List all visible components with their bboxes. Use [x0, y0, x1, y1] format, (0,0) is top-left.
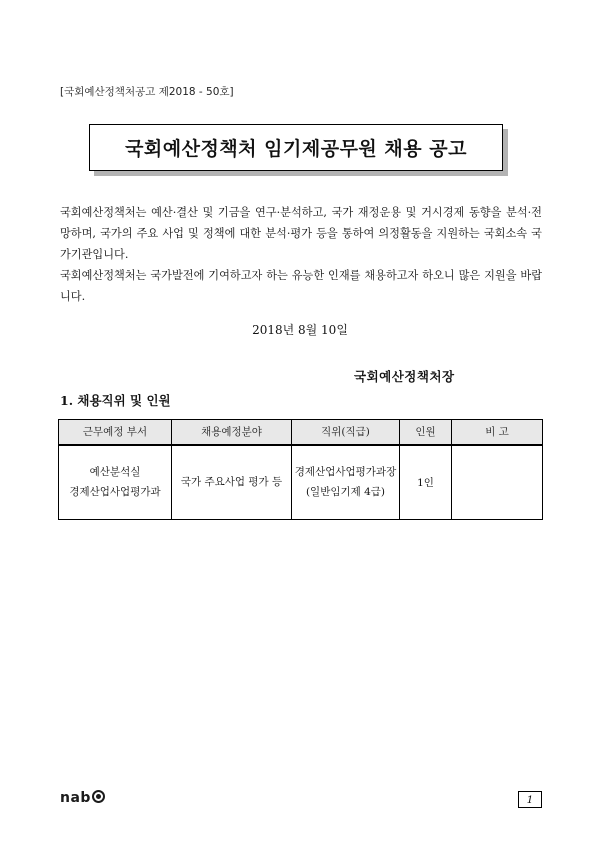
header-count: 인원	[400, 420, 452, 445]
header-position: 직위(직급)	[292, 420, 400, 445]
title-box	[89, 124, 507, 176]
cell-count: 1인	[400, 445, 452, 520]
logo-text: nab	[60, 790, 91, 806]
intro-paragraph: 국회예산정책처는 예산·결산 및 기금을 연구·분석하고, 국가 재정운용 및 거시경제 동향을 분석·전망하며, 국가의 주요 사업 및 정책에 대한 분석·평가 등을 통하여 의정활동을 지원하는 국회소속 국가기관입니다.	[60, 206, 542, 261]
header-note: 비 고	[452, 420, 543, 445]
cell-position	[292, 445, 400, 520]
department-office: 예산분석실	[89, 466, 141, 479]
logo-o-mark	[92, 790, 105, 803]
page-number: 1	[518, 791, 542, 808]
announcement-number: [국회예산정책처공고 제2018 - 50호]	[60, 86, 234, 98]
signer: 국회예산정책처장	[354, 369, 455, 384]
invitation-paragraph: 국회예산정책처는 국가발전에 기여하고자 하는 유능한 인재를 채용하고자 하오니 많은 지원을 바랍니다.	[60, 269, 542, 303]
field-text: 국가 주요사업 평가 등	[180, 476, 283, 489]
document-title: 국회예산정책처 임기제공무원 채용 공고	[89, 124, 503, 171]
cell-note	[452, 445, 543, 520]
nabo-logo	[60, 790, 105, 806]
header-field: 채용예정분야	[172, 420, 292, 445]
recruitment-table	[58, 419, 543, 520]
position-grade: (일반임기제 4급)	[305, 486, 386, 499]
section-title: 1. 채용직위 및 인원	[60, 393, 171, 408]
department-division: 경제산업사업평가과	[69, 486, 161, 499]
cell-field	[172, 445, 292, 520]
cell-department	[59, 445, 172, 520]
table-header-row	[59, 420, 543, 445]
header-department: 근무예정 부서	[59, 420, 172, 445]
announcement-date: 2018년 8월 10일	[252, 323, 348, 337]
position-title: 경제산업사업평가과장	[294, 466, 397, 479]
table-row	[59, 445, 543, 520]
